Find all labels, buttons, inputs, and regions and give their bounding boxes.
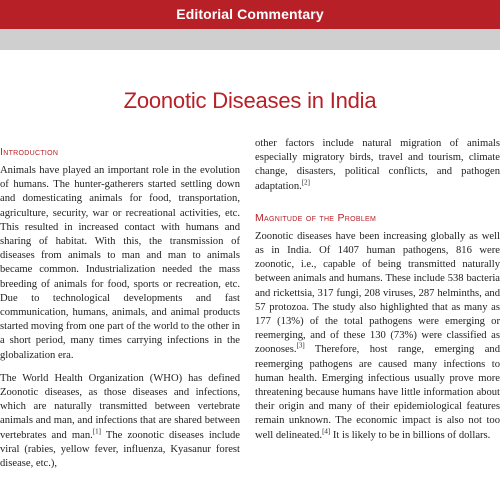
magnitude-heading: Magnitude of the Problem (255, 211, 377, 224)
gray-band (0, 29, 500, 50)
magnitude-text-a: Zoonotic diseases have been increasing globally as well as in India. Of 1407 human pathogens, 816 were zoonotic, i.e., capable of being transmitted naturally between animals and humans. These include 538 bacteria and rickettsia, 317 fungi, 208 viruses, 287 helminths, and 57 protozoa. The study also highlighted that as many as 177 (13%) of the total pathogens were emerging or reemerging, and of these 130 (73%) were classified as zoonoses. (255, 230, 500, 356)
magnitude-text-b: Therefore, host range, emerging and reemerging pathogens are caused many infections to human health. Emerging infectious usually prove more threatening because humans have little information about their origin and many of their epidemiological features remain unknown. The economic impact is also not too well delineated. (255, 344, 500, 441)
citation-3[interactable]: [3] (296, 341, 305, 350)
magnitude-paragraph (255, 230, 500, 443)
intro-paragraph-1: Animals have played an important role in the evolution of humans. The hunter-gatherers started settling down and domesticating animals for food, transportation, agriculture, security, war or recreational activities, etc. This resulted in increased contact with humans and sharing of habitat. With this, the transmission of diseases from animals to man and man to animals became common. Industrialization needed the mass breeding of animals for food, sports or recreation, etc. Due to technological developments and fast communication, humans, animals, and animal products started moving from one part of the world to the other in a short period, many times carrying infections in the globalization era. (0, 165, 240, 361)
right-column (255, 137, 500, 452)
citation-1[interactable]: [1] (92, 427, 101, 436)
continued-paragraph-text: other factors include natural migration of animals especially migratory birds, travel and tourism, climate change, disasters, political conflicts, and pathogen adaptation. (255, 138, 500, 192)
introduction-heading: Introduction (0, 146, 59, 158)
continued-paragraph (255, 137, 500, 194)
article-title: Zoonotic Diseases in India (123, 88, 377, 113)
intro-paragraph-2-text-a: The World Health Organization (WHO) has defined Zoonotic diseases, as those diseases and infections, which are naturally transmitted between vertebrate animals and man, and infections that are shared between vertebrates and man. (0, 372, 240, 441)
citation-4[interactable]: [4] (322, 427, 331, 436)
intro-paragraph-2 (0, 372, 240, 471)
section-banner: Editorial Commentary (0, 0, 500, 29)
magnitude-text-c: It is likely to be in billions of dollars. (330, 429, 491, 441)
citation-2[interactable]: [2] (301, 178, 310, 187)
left-column (0, 146, 240, 480)
intro-paragraph-2-text-b: The zoonotic diseases include viral (rabies, yellow fever, influenza, Kyasanur forest disease, etc.), (0, 429, 240, 470)
